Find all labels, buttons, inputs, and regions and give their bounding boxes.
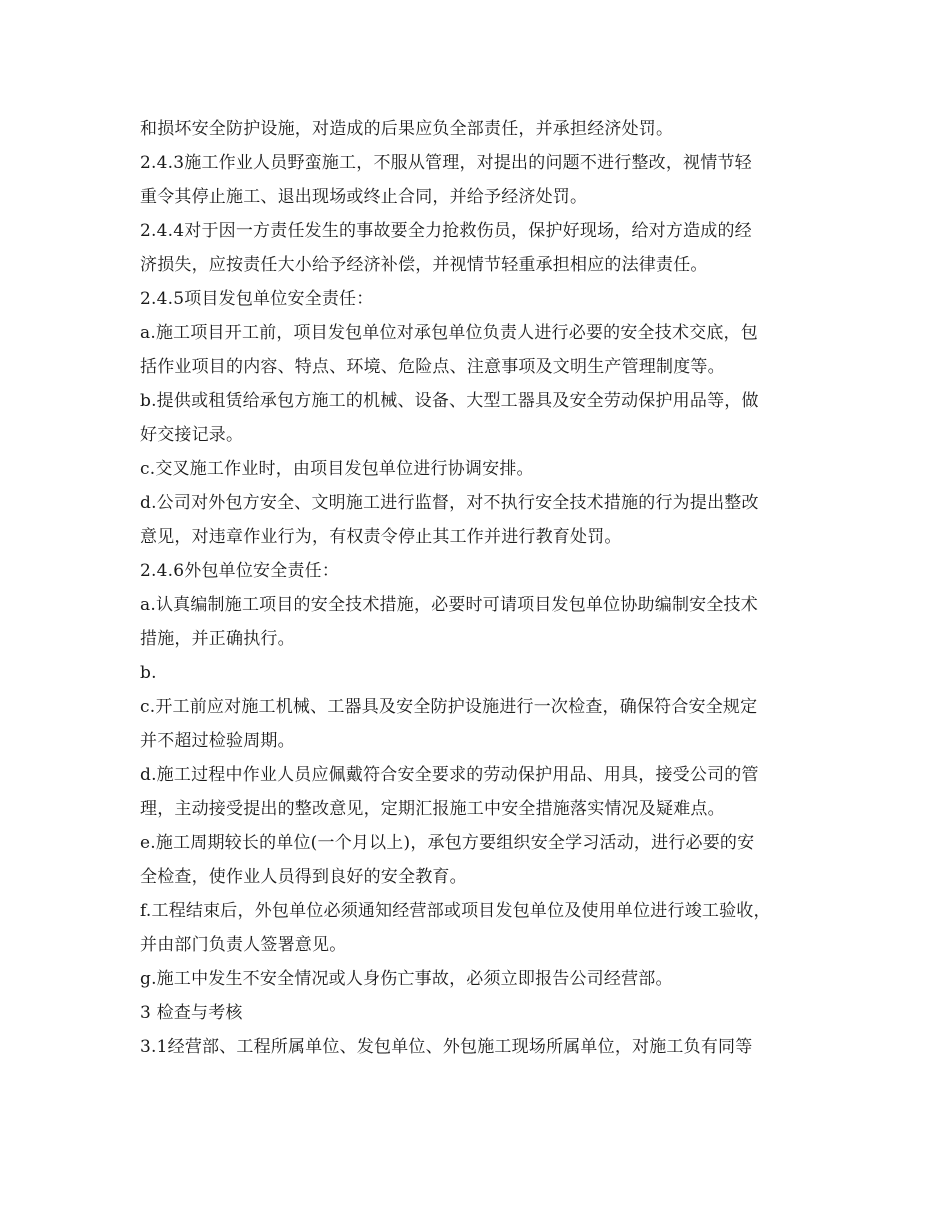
section-heading: 2.4.5项目发包单位安全责任：: [140, 289, 374, 309]
text-line: d.公司对外包方安全、文明施工进行监督，对不执行安全技术措施的行为提出整改: [140, 493, 759, 513]
text-line: 措施，并正确执行。: [140, 629, 295, 649]
text-line: 重令其停止施工、退出现场或终止合同，并给予经济处罚。: [140, 187, 588, 207]
document-body: [140, 112, 830, 1064]
text-line: 全检查，使作业人员得到良好的安全教育。: [140, 867, 467, 887]
text-line: g.施工中发生不安全情况或人身伤亡事故，必须立即报告公司经营部。: [140, 969, 673, 989]
text-line: 并由部门负责人签署意见。: [140, 935, 347, 955]
text-line: e.施工周期较长的单位(一个月以上)，承包方要组织安全学习活动，进行必要的安: [140, 833, 755, 853]
text-line: a.认真编制施工项目的安全技术措施，必要时可请项目发包单位协助编制安全技术: [140, 595, 758, 615]
text-line: 济损失，应按责任大小给予经济补偿，并视情节轻重承担相应的法律责任。: [140, 255, 708, 275]
text-line: 和损坏安全防护设施，对造成的后果应负全部责任，并承担经济处罚。: [140, 119, 674, 139]
text-line: c.开工前应对施工机械、工器具及安全防护设施进行一次检查，确保符合安全规定: [140, 697, 758, 717]
text-line: 括作业项目的内容、特点、环境、危险点、注意事项及文明生产管理制度等。: [140, 357, 725, 377]
text-line: 3.1经营部、工程所属单位、发包单位、外包施工现场所属单位，对施工负有同等: [140, 1037, 753, 1057]
text-line: a.施工项目开工前，项目发包单位对承包单位负责人进行必要的安全技术交底，包: [140, 323, 758, 343]
text-line: c.交叉施工作业时，由项目发包单位进行协调安排。: [140, 459, 534, 479]
text-line: d.施工过程中作业人员应佩戴符合安全要求的劳动保护用品、用具，接受公司的管: [140, 765, 759, 785]
text-line: 2.4.4对于因一方责任发生的事故要全力抢救伤员，保护好现场，给对方造成的经: [140, 221, 752, 241]
text-line: b.: [140, 663, 157, 683]
section-heading: 2.4.6外包单位安全责任：: [140, 561, 340, 581]
text-line: 理，主动接受提出的整改意见，定期汇报施工中安全措施落实情况及疑难点。: [140, 799, 725, 819]
text-line: b.提供或租赁给承包方施工的机械、设备、大型工器具及安全劳动保护用品等，做: [140, 391, 759, 411]
text-line: 2.4.3施工作业人员野蛮施工，不服从管理，对提出的问题不进行整改，视情节轻: [140, 153, 752, 173]
section-heading: 3 检查与考核: [140, 1003, 243, 1023]
text-line: f.工程结束后，外包单位必须通知经营部或项目发包单位及使用单位进行竣工验收，: [140, 901, 771, 921]
text-line: 意见，对违章作业行为，有权责令停止其工作并进行教育处罚。: [140, 527, 622, 547]
text-line: 并不超过检验周期。: [140, 731, 295, 751]
text-line: 好交接记录。: [140, 425, 244, 445]
